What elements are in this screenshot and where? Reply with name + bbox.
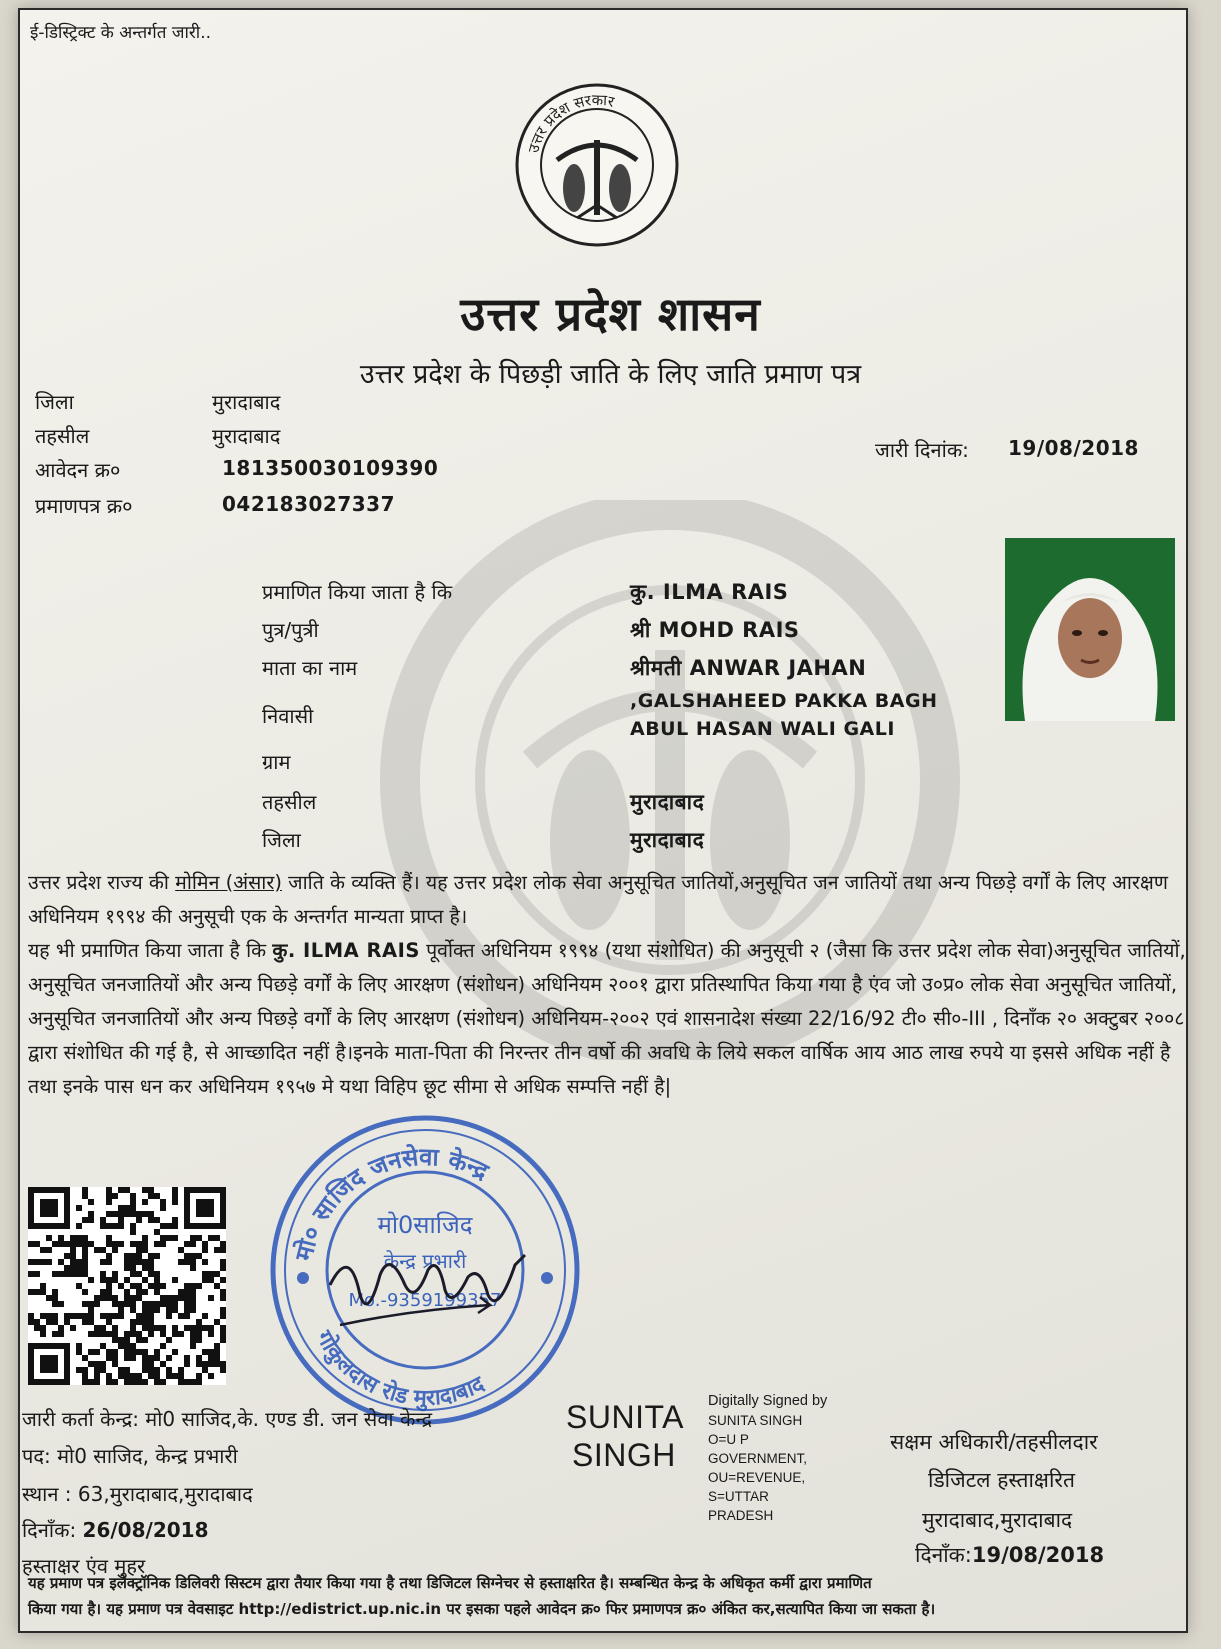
person-district-label: जिला [262, 828, 301, 852]
paragraph-certification: यह भी प्रमाणित किया जाता है कि कु. ILMA RAIS पूर्वोक्त अधिनियम १९९४ (यथा संशोधित) की अनुसूची २ (जैसा कि उत्तर प्रदेश लोक सेवा)अनुसूचित जातियों, अनुसूचित जनजातियों और अन्य पिछड़े वर्गों के लिए आरक्षण (संशोधन) अधिनियम २००१ द्वारा प्रतिस्थापित किया गया है एंव जो उ०प्र० लोक सेवा अनुसूचित जातियों, अनुसूचित जनजातियों और अन्य पिछड़े वर्गों के लिए आरक्षण (संशोधन) अधिनियम-२००२ एवं शासनादेश संख्या 22/16/92 टी० सी०-III , दिनाँक २० अक्टुबर २००८ द्वारा संशोधित की गई है, से आच्छादित नहीं है।इनके माता-पिता की निरन्तर तीन वर्षो की अवधि के लिये सकल वार्षिक आय आठ लाख रुपये या इससे अधिक नहीं है तथा इनके पास धन कर अधिनियम १९५७ मे यथा विहिप छूट सीमा से अधिक सम्पत्ति नहीं है| [28, 939, 1186, 1098]
issuer-date: दिनाँक: 26/08/2018 [22, 1518, 209, 1542]
authority-date-value: 19/08/2018 [971, 1543, 1105, 1567]
issue-date-value: 19/08/2018 [1008, 436, 1139, 460]
verification-qr-code[interactable] [28, 1187, 226, 1385]
up-government-emblem [512, 80, 682, 250]
digital-signer-name: SUNITA SINGH [566, 1399, 684, 1473]
stamp-ring-top: मो० साजिद जनसेवा केन्द्र [289, 1142, 493, 1264]
authority-digitally-signed: डिजिटल हस्ताक्षरित [928, 1468, 1075, 1492]
caste-name: मोमिन (अंसार) [175, 871, 282, 894]
digital-signature-line: S=UTTAR [708, 1489, 769, 1504]
issuer-post: पद: मो0 साजिद, केन्द्र प्रभारी [22, 1444, 238, 1468]
digital-signature-line: SUNITA SINGH [708, 1413, 803, 1428]
digital-signature-line: GOVERNMENT, [708, 1451, 808, 1466]
emblem-text: उत्तर प्रदेश सरकार [524, 90, 616, 155]
footer-note [28, 1570, 1193, 1622]
paragraph-caste: उत्तर प्रदेश राज्य की मोमिन (अंसार) जाति के व्यक्ति हैं। यह उत्तर प्रदेश लोक सेवा अनुसूचित जातियों,अनुसूचित जन जातियों तथा अन्य पिछड़े वर्गों के लिए आरक्षण अधिनियम १९९४ की अनुसूची एक के अन्तर्गत मान्यता प्राप्त है। [28, 871, 1168, 928]
digital-signature-line: O=U P [708, 1432, 749, 1447]
child-of-label: पुत्र/पुत्री [262, 618, 319, 642]
authority-date: दिनाँक:19/08/2018 [915, 1543, 1105, 1567]
page-subtitle: उत्तर प्रदेश के पिछड़ी जाति के लिए जाति प्रमाण पत्र [359, 359, 862, 390]
digital-signature-details [708, 1392, 827, 1525]
digital-signature-line: Digitally Signed by [708, 1393, 828, 1409]
person-name: कु. ILMA RAIS [630, 580, 789, 604]
certificate-no-label: प्रमाणपत्र क्र० [35, 494, 133, 518]
header-note: ई-डिस्ट्रिक्ट के अन्तर्गत जारी.. [30, 23, 212, 43]
district-value: मुरादाबाद [212, 390, 281, 414]
authority-place: मुरादाबाद,मुरादाबाद [922, 1508, 1073, 1532]
paragraph-person-name: कु. ILMA RAIS [272, 939, 420, 962]
applicant-photo [1005, 538, 1175, 721]
mother-label: माता का नाम [262, 656, 358, 680]
mother-name: श्रीमती ANWAR JAHAN [630, 656, 867, 680]
stamp-ring-bottom: गोकुलदास रोड मुरादाबाद [310, 1326, 489, 1412]
application-no-value: 181350030109390 [222, 456, 439, 480]
village-label: ग्राम [262, 750, 291, 774]
issuer-place: स्थान : 63,मुरादाबाद,मुरादाबाद [22, 1482, 253, 1506]
handwritten-signature [320, 1225, 550, 1355]
tehsil-value: मुरादाबाद [212, 424, 281, 448]
issuer-sign-label: हस्ताक्षर एंव मुहर [22, 1554, 146, 1578]
issuer-date-value: 26/08/2018 [82, 1518, 209, 1542]
digital-signature-line: OU=REVENUE, [708, 1470, 806, 1485]
address-line-1: ,GALSHAHEED PAKKA BAGH [630, 690, 938, 712]
address-line-2: ABUL HASAN WALI GALI [630, 718, 895, 740]
district-label: जिला [35, 390, 74, 414]
digital-signature-line: PRADESH [708, 1508, 774, 1523]
person-tehsil-label: तहसील [262, 790, 317, 814]
issuer-centre: जारी कर्ता केन्द्र: मो0 साजिद,के. एण्ड डी. जन सेवा केन्द्र [22, 1407, 433, 1431]
person-district-value: मुरादाबाद [630, 828, 705, 852]
application-no-label: आवेदन क्र० [35, 458, 121, 482]
certified-label: प्रमाणित किया जाता है कि [262, 580, 453, 604]
father-name: श्री MOHD RAIS [630, 618, 800, 642]
certificate-no-value: 042183027337 [222, 492, 395, 516]
footer-line-2: किया गया है। यह प्रमाण पत्र वेवसाइट http://edistrict.up.nic.in पर इसका पहले आवेदन क्र० फिर प्रमाणपत्र क्र० अंकित कर,सत्यापित किया जा सकता है। [28, 1600, 936, 1618]
page-title: उत्तर प्रदेश शासन [460, 287, 761, 341]
issue-date-label: जारी दिनांक: [875, 438, 969, 462]
person-tehsil-value: मुरादाबाद [630, 790, 705, 814]
authority-title: सक्षम अधिकारी/तहसीलदार [890, 1430, 1098, 1454]
stamp-line-2: केन्द्र प्रभारी [383, 1249, 467, 1273]
footer-line-1: यह प्रमाण पत्र इलेक्ट्रॉनिक डिलिवरी सिस्टम द्वारा तैयार किया गया है तथा डिजिटल सिग्नेचर से हस्ताक्षरित है। सम्बन्धित केन्द्र के अधिकृत कर्मी द्वारा प्रमाणित [28, 1574, 872, 1592]
resident-label: निवासी [262, 704, 314, 728]
stamp-line-3: Mo.-9359199357 [348, 1290, 502, 1311]
stamp-line-1: मो0साजिद [377, 1211, 473, 1239]
tehsil-label: तहसील [35, 424, 90, 448]
